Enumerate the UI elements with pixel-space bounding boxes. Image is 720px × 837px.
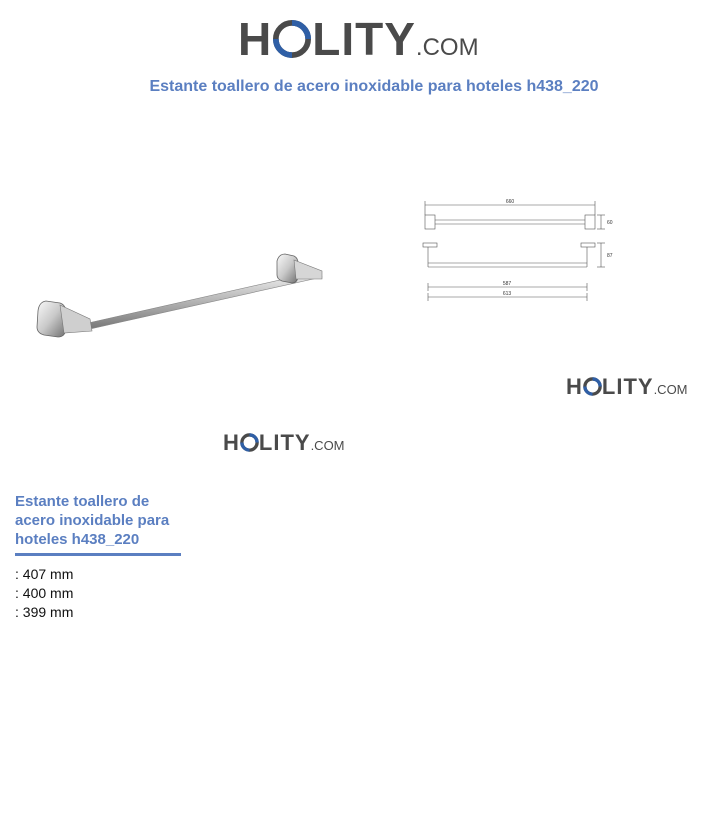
logo-letters-lity: LITY (601, 374, 654, 399)
dimensions-list (15, 565, 73, 622)
watermark-logo-drawing (566, 374, 688, 400)
logo-o-icon (240, 433, 259, 455)
dimension-item: : 407 mm (15, 566, 74, 582)
logo-letters-lity: LITY (258, 430, 311, 455)
dim-inner-width: 587 (502, 281, 512, 287)
dim-outer-width: 613 (502, 291, 512, 297)
product-title: Estante toallero de acero inoxidable para hoteles h438_220 (15, 493, 170, 548)
logo-letter-h: H (238, 13, 273, 65)
watermark-logo-photo (223, 430, 345, 456)
brand-logo[interactable] (238, 14, 479, 64)
right-mount (277, 254, 322, 283)
dimension-item: : 400 mm (15, 585, 74, 601)
logo-o-icon (272, 20, 312, 60)
logo-domain: .COM (310, 438, 345, 453)
logo-letter-h: H (223, 430, 240, 455)
product-photo (30, 245, 330, 345)
logo-letter-h: H (566, 374, 583, 399)
dim-top-width: 660 (505, 199, 515, 205)
logo-domain: .COM (415, 34, 479, 61)
dim-side-height: 87 (607, 253, 613, 259)
technical-drawing (415, 195, 615, 305)
dimension-item: : 399 mm (15, 604, 74, 620)
logo-o-icon (583, 377, 602, 399)
dim-top-height: 60 (607, 220, 613, 226)
page-title: Estante toallero de acero inoxidable para hoteles h438_220 (149, 78, 599, 95)
logo-domain: .COM (653, 382, 688, 397)
logo-letters-lity: LITY (312, 13, 416, 65)
title-divider (15, 553, 181, 556)
left-mount (37, 301, 92, 337)
